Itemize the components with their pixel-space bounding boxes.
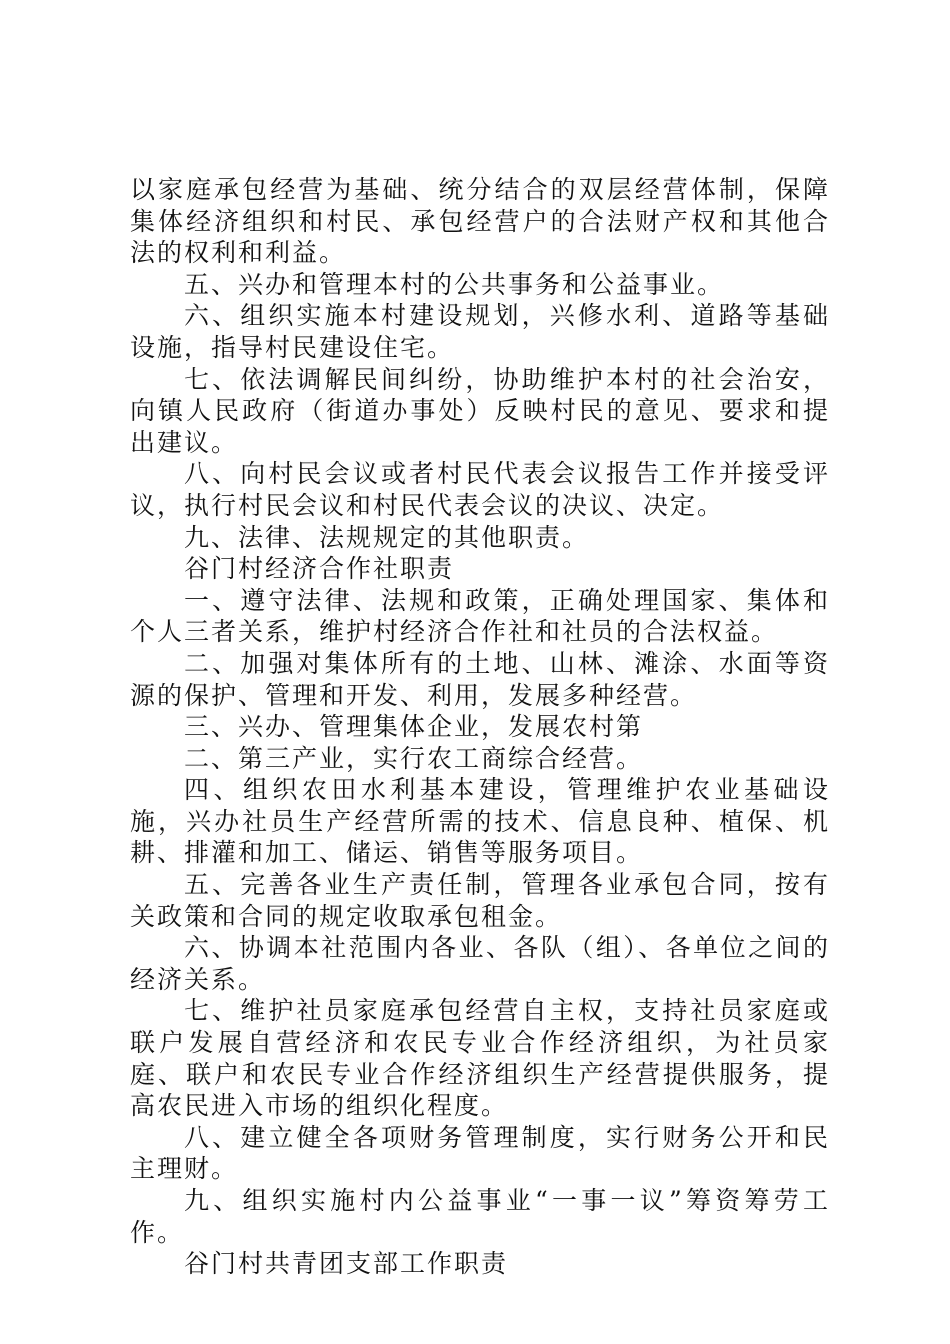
paragraph: 二、第三产业，实行农工商综合经营。 [184, 743, 644, 773]
paragraph: 六、协调本社范围内各业、各队（组）、各单位之间的经济关系。 [130, 933, 830, 994]
paragraph: 八、向村民会议或者村民代表会议报告工作并接受评议，执行村民会议和村民代表会议的决议、决定。 [130, 459, 830, 520]
paragraph: 八、建立健全各项财务管理制度，实行财务公开和民主理财。 [130, 1122, 830, 1184]
paragraph: 三、兴办、管理集体企业，发展农村第 [184, 712, 644, 742]
section-heading: 谷门村共青团支部工作职责 [184, 1249, 509, 1279]
paragraph: 九、法律、法规规定的其他职责。 [184, 522, 590, 552]
paragraph: 以家庭承包经营为基础、统分结合的双层经营体制，保障集体经济组织和村民、承包经营户的合法财产权和其他合法的权利和利益。 [130, 175, 830, 268]
section-heading: 谷门村经济合作社职责 [184, 554, 455, 584]
paragraph: 五、兴办和管理本村的公共事务和公益事业。 [184, 269, 725, 299]
paragraph: 四、组织农田水利基本建设，管理维护农业基础设施，兴办社员生产经营所需的技术、信息良种、植保、机耕、排灌和加工、储运、销售等服务项目。 [130, 775, 830, 868]
paragraph: 六、组织实施本村建设规划，兴修水利、道路等基础设施，指导村民建设住宅。 [130, 301, 830, 362]
paragraph: 二、加强对集体所有的土地、山林、滩涂、水面等资源的保护、管理和开发、利用，发展多种经营。 [130, 648, 830, 710]
paragraph: 一、遵守法律、法规和政策，正确处理国家、集体和个人三者关系，维护村经济合作社和社员的合法权益。 [130, 585, 830, 647]
paragraph: 五、完善各业生产责任制，管理各业承包合同，按有关政策和合同的规定收取承包租金。 [130, 870, 830, 931]
document-body [130, 174, 830, 1280]
paragraph: 七、维护社员家庭承包经营自主权，支持社员家庭或联户发展自营经济和农民专业合作经济组织，为社员家庭、联户和农民专业合作经济组织生产经营提供服务，提高农民进入市场的组织化程度。 [130, 996, 830, 1121]
paragraph: 九、组织实施村内公益事业“一事一议”筹资筹劳工作。 [130, 1186, 830, 1247]
paragraph: 七、依法调解民间纠纷，协助维护本村的社会治安，向镇人民政府（街道办事处）反映村民的意见、要求和提出建议。 [130, 364, 830, 457]
